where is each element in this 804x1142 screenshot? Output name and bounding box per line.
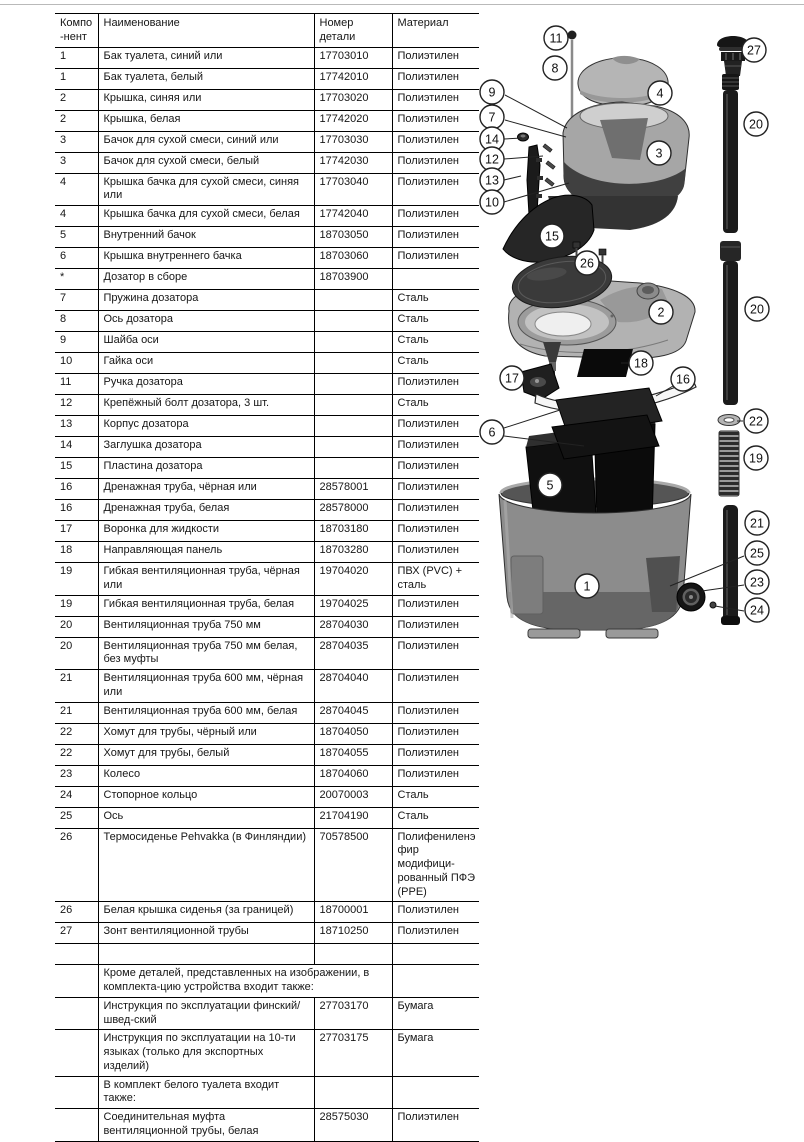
callout-10 bbox=[480, 190, 504, 214]
table-row bbox=[55, 1109, 479, 1142]
callout-3 bbox=[647, 141, 671, 165]
svg-text:24: 24 bbox=[750, 603, 764, 618]
svg-text:22: 22 bbox=[749, 414, 763, 429]
name-cell: Гибкая вентиляционная труба, чёрная или bbox=[98, 563, 314, 596]
name-cell: Инструкция по эксплуатации на 10-ти языках (только для экспортных изделий) bbox=[98, 1030, 314, 1076]
callout-5 bbox=[538, 473, 562, 497]
part-number-cell: 18700001 bbox=[314, 902, 392, 923]
vent-pipe-600-part bbox=[721, 505, 740, 625]
leader-line bbox=[504, 176, 521, 180]
name-cell: Внутренний бачок bbox=[98, 227, 314, 248]
material-cell: Сталь bbox=[392, 807, 479, 828]
component-cell: 20 bbox=[55, 637, 98, 670]
callout-27 bbox=[742, 38, 766, 62]
callout-21 bbox=[745, 511, 769, 535]
name-cell: Вентиляционная труба 750 мм bbox=[98, 616, 314, 637]
name-cell: Ось bbox=[98, 807, 314, 828]
name-cell: Белая крышка сиденья (за границей) bbox=[98, 902, 314, 923]
name-cell: Гибкая вентиляционная труба, белая bbox=[98, 595, 314, 616]
material-cell: Сталь bbox=[392, 311, 479, 332]
name-cell: Кроме деталей, представленных на изображении, в комплекта-цию устройства входит также: bbox=[98, 965, 392, 998]
svg-text:26: 26 bbox=[580, 256, 594, 271]
material-cell: Полиэтилен bbox=[392, 744, 479, 765]
svg-text:2: 2 bbox=[657, 305, 665, 320]
callout-9 bbox=[480, 80, 504, 104]
component-cell: 3 bbox=[55, 131, 98, 152]
part-number-cell: 28704035 bbox=[314, 637, 392, 670]
svg-text:12: 12 bbox=[485, 152, 499, 167]
callout-18 bbox=[629, 351, 653, 375]
component-cell: 7 bbox=[55, 290, 98, 311]
name-cell: Стопорное кольцо bbox=[98, 786, 314, 807]
material-cell: Полиэтилен bbox=[392, 500, 479, 521]
part-number-cell: 18704055 bbox=[314, 744, 392, 765]
table-row bbox=[55, 1076, 479, 1109]
component-cell bbox=[55, 997, 98, 1030]
wheel-part bbox=[677, 583, 716, 611]
material-cell: Полиэтилен bbox=[392, 902, 479, 923]
callout-20 bbox=[745, 297, 769, 321]
callout-15 bbox=[540, 224, 564, 248]
component-cell: 2 bbox=[55, 89, 98, 110]
material-cell: Полиэтилен bbox=[392, 637, 479, 670]
material-cell: Бумага bbox=[392, 997, 479, 1030]
part-number-cell: 28578000 bbox=[314, 500, 392, 521]
part-number-cell: 18704050 bbox=[314, 723, 392, 744]
component-cell: 4 bbox=[55, 173, 98, 206]
callout-17 bbox=[500, 366, 524, 390]
table-row bbox=[55, 965, 479, 998]
material-cell: Полиэтилен bbox=[392, 521, 479, 542]
component-cell: 11 bbox=[55, 374, 98, 395]
callout-19 bbox=[744, 446, 768, 470]
svg-text:3: 3 bbox=[655, 146, 663, 161]
component-cell bbox=[55, 1109, 98, 1142]
part-number-cell: 18703280 bbox=[314, 542, 392, 563]
leader-line bbox=[504, 410, 560, 428]
name-cell: Термосиденье Pehvakka (в Финляндии) bbox=[98, 828, 314, 902]
callout-4 bbox=[648, 81, 672, 105]
material-cell: Сталь bbox=[392, 290, 479, 311]
name-cell: Воронка для жидкости bbox=[98, 521, 314, 542]
name-cell: Зонт вентиляционной трубы bbox=[98, 923, 314, 944]
component-cell: 12 bbox=[55, 395, 98, 416]
component-cell: 6 bbox=[55, 248, 98, 269]
name-cell: Шайба оси bbox=[98, 332, 314, 353]
name-cell: Крышка внутреннего бачка bbox=[98, 248, 314, 269]
component-cell: 8 bbox=[55, 311, 98, 332]
part-number-cell: 70578500 bbox=[314, 828, 392, 902]
part-number-cell: 28704030 bbox=[314, 616, 392, 637]
svg-text:13: 13 bbox=[485, 173, 499, 188]
svg-text:8: 8 bbox=[551, 61, 559, 76]
part-number-cell: 18703900 bbox=[314, 269, 392, 290]
component-cell: 1 bbox=[55, 47, 98, 68]
svg-text:4: 4 bbox=[656, 86, 664, 101]
svg-text:19: 19 bbox=[749, 451, 763, 466]
component-cell: 26 bbox=[55, 828, 98, 902]
material-cell: Бумага bbox=[392, 1030, 479, 1076]
svg-text:7: 7 bbox=[488, 110, 496, 125]
vent-pipe-750-part bbox=[720, 74, 741, 405]
name-cell: Крепёжный болт дозатора, 3 шт. bbox=[98, 395, 314, 416]
svg-text:20: 20 bbox=[750, 302, 764, 317]
svg-text:14: 14 bbox=[485, 132, 499, 147]
name-cell: Пластина дозатора bbox=[98, 458, 314, 479]
material-cell: Полиэтилен bbox=[392, 47, 479, 68]
component-cell: 25 bbox=[55, 807, 98, 828]
part-number-cell: 17742010 bbox=[314, 68, 392, 89]
component-cell: 18 bbox=[55, 542, 98, 563]
table-row bbox=[55, 944, 479, 965]
name-cell: Гайка оси bbox=[98, 353, 314, 374]
component-cell: 5 bbox=[55, 227, 98, 248]
svg-text:10: 10 bbox=[485, 195, 499, 210]
name-cell: Заглушка дозатора bbox=[98, 437, 314, 458]
component-cell: 3 bbox=[55, 152, 98, 173]
material-cell: Полиэтилен bbox=[392, 595, 479, 616]
material-cell: Полиэтилен bbox=[392, 374, 479, 395]
part-number-cell: 19704025 bbox=[314, 595, 392, 616]
name-cell: Бак туалета, белый bbox=[98, 68, 314, 89]
component-cell: 1 bbox=[55, 68, 98, 89]
component-cell: 10 bbox=[55, 353, 98, 374]
name-cell: Вентиляционная труба 750 мм белая, без муфты bbox=[98, 637, 314, 670]
callout-22 bbox=[744, 409, 768, 433]
part-number-cell: 20070003 bbox=[314, 786, 392, 807]
name-cell: Корпус дозатора bbox=[98, 416, 314, 437]
header-material: Материал bbox=[392, 14, 479, 48]
material-cell: Полиэтилен bbox=[392, 89, 479, 110]
svg-text:23: 23 bbox=[750, 575, 764, 590]
table-row bbox=[55, 997, 479, 1030]
name-cell: Вентиляционная труба 600 мм, белая bbox=[98, 702, 314, 723]
part-number-cell: 28704045 bbox=[314, 702, 392, 723]
material-cell: Сталь bbox=[392, 395, 479, 416]
name-cell: Пружина дозатора bbox=[98, 290, 314, 311]
component-cell: 23 bbox=[55, 765, 98, 786]
material-cell bbox=[392, 965, 479, 998]
material-cell: Сталь bbox=[392, 353, 479, 374]
callout-6 bbox=[480, 420, 504, 444]
name-cell: Крышка бачка для сухой смеси, синяя или bbox=[98, 173, 314, 206]
svg-text:18: 18 bbox=[634, 356, 648, 371]
name-cell: Бачок для сухой смеси, белый bbox=[98, 152, 314, 173]
callout-1 bbox=[575, 574, 599, 598]
flexible-pipe-part bbox=[719, 431, 739, 496]
component-cell bbox=[55, 944, 98, 965]
name-cell: Ось дозатора bbox=[98, 311, 314, 332]
material-cell: Полиэтилен bbox=[392, 227, 479, 248]
svg-text:9: 9 bbox=[488, 85, 496, 100]
name-cell: Крышка бачка для сухой смеси, белая bbox=[98, 206, 314, 227]
callout-2 bbox=[649, 300, 673, 324]
name-cell: Дренажная труба, чёрная или bbox=[98, 479, 314, 500]
part-number-cell: 19704020 bbox=[314, 563, 392, 596]
part-number-cell: 17703040 bbox=[314, 173, 392, 206]
component-cell: 20 bbox=[55, 616, 98, 637]
component-cell: 22 bbox=[55, 744, 98, 765]
material-cell bbox=[392, 944, 479, 965]
component-cell: 19 bbox=[55, 563, 98, 596]
name-cell: Хомут для трубы, чёрный или bbox=[98, 723, 314, 744]
component-cell: 4 bbox=[55, 206, 98, 227]
component-cell: 21 bbox=[55, 670, 98, 703]
part-number-cell: 18703180 bbox=[314, 521, 392, 542]
name-cell: Крышка, синяя или bbox=[98, 89, 314, 110]
component-cell: * bbox=[55, 269, 98, 290]
part-number-cell: 17742030 bbox=[314, 152, 392, 173]
svg-text:20: 20 bbox=[749, 117, 763, 132]
pipe-clamp-part bbox=[718, 415, 740, 426]
svg-text:15: 15 bbox=[545, 229, 559, 244]
part-number-cell: 18704060 bbox=[314, 765, 392, 786]
callout-16 bbox=[671, 367, 695, 391]
material-cell: Полифениленэфир модифици-рованный ПФЭ (PPE) bbox=[392, 828, 479, 902]
part-number-cell: 17703010 bbox=[314, 47, 392, 68]
part-number-cell: 17703020 bbox=[314, 89, 392, 110]
callout-20 bbox=[744, 112, 768, 136]
name-cell: Бачок для сухой смеси, синий или bbox=[98, 131, 314, 152]
name-cell: Направляющая панель bbox=[98, 542, 314, 563]
part-number-cell: 28578001 bbox=[314, 479, 392, 500]
material-cell: Полиэтилен bbox=[392, 479, 479, 500]
svg-text:21: 21 bbox=[750, 516, 764, 531]
material-cell: Полиэтилен bbox=[392, 702, 479, 723]
material-cell: Полиэтилен bbox=[392, 723, 479, 744]
material-cell: Полиэтилен bbox=[392, 152, 479, 173]
callout-11 bbox=[544, 26, 568, 50]
component-cell bbox=[55, 1076, 98, 1109]
component-cell: 27 bbox=[55, 923, 98, 944]
component-cell bbox=[55, 965, 98, 998]
material-cell: Полиэтилен bbox=[392, 131, 479, 152]
component-cell bbox=[55, 1030, 98, 1076]
name-cell: Бак туалета, синий или bbox=[98, 47, 314, 68]
material-cell: Полиэтилен bbox=[392, 110, 479, 131]
material-cell: Полиэтилен bbox=[392, 437, 479, 458]
material-cell: Полиэтилен bbox=[392, 670, 479, 703]
name-cell: В комплект белого туалета входит также: bbox=[98, 1076, 314, 1109]
component-cell: 13 bbox=[55, 416, 98, 437]
component-cell: 16 bbox=[55, 500, 98, 521]
part-number-cell: 28575030 bbox=[314, 1109, 392, 1142]
name-cell: Соединительная муфта вентиляционной трубы, белая bbox=[98, 1109, 314, 1142]
name-cell: Хомут для трубы, белый bbox=[98, 744, 314, 765]
component-cell: 19 bbox=[55, 595, 98, 616]
material-cell: Полиэтилен bbox=[392, 542, 479, 563]
component-cell: 16 bbox=[55, 479, 98, 500]
material-cell: Полиэтилен bbox=[392, 616, 479, 637]
svg-text:6: 6 bbox=[488, 425, 496, 440]
name-cell bbox=[98, 944, 314, 965]
header-component: Компо-нент bbox=[55, 14, 98, 48]
svg-text:16: 16 bbox=[676, 372, 690, 387]
component-cell: 26 bbox=[55, 902, 98, 923]
part-number-cell: 27703175 bbox=[314, 1030, 392, 1076]
part-number-cell: 18710250 bbox=[314, 923, 392, 944]
material-cell: Сталь bbox=[392, 786, 479, 807]
svg-text:27: 27 bbox=[747, 43, 761, 58]
part-number-cell: 28704040 bbox=[314, 670, 392, 703]
callout-8 bbox=[543, 56, 567, 80]
name-cell: Инструкция по эксплуатации финский/швед-ский bbox=[98, 997, 314, 1030]
material-cell: Полиэтилен bbox=[392, 173, 479, 206]
material-cell bbox=[392, 1076, 479, 1109]
material-cell: Полиэтилен bbox=[392, 1109, 479, 1142]
svg-text:5: 5 bbox=[546, 478, 554, 493]
component-cell: 17 bbox=[55, 521, 98, 542]
material-cell: Полиэтилен bbox=[392, 765, 479, 786]
name-cell: Ручка дозатора bbox=[98, 374, 314, 395]
material-cell: Полиэтилен bbox=[392, 248, 479, 269]
component-cell: 14 bbox=[55, 437, 98, 458]
callout-26 bbox=[575, 251, 599, 275]
header-name: Наименование bbox=[98, 14, 314, 48]
part-number-cell: 18703060 bbox=[314, 248, 392, 269]
part-number-cell bbox=[314, 1076, 392, 1109]
name-cell: Колесо bbox=[98, 765, 314, 786]
svg-text:25: 25 bbox=[750, 546, 764, 561]
main-tank-part bbox=[499, 494, 691, 638]
inner-container-lid-part bbox=[552, 388, 662, 459]
material-cell: Сталь bbox=[392, 332, 479, 353]
part-number-cell: 17742020 bbox=[314, 110, 392, 131]
name-cell: Вентиляционная труба 600 мм, чёрная или bbox=[98, 670, 314, 703]
component-cell: 22 bbox=[55, 723, 98, 744]
table-row bbox=[55, 1030, 479, 1076]
part-number-cell: 17703030 bbox=[314, 131, 392, 152]
header-part-number: Номер детали bbox=[314, 14, 392, 48]
material-cell: ПВХ (PVC) + сталь bbox=[392, 563, 479, 596]
part-number-cell: 17742040 bbox=[314, 206, 392, 227]
material-cell: Полиэтилен bbox=[392, 68, 479, 89]
name-cell: Дозатор в сборе bbox=[98, 269, 314, 290]
callout-24 bbox=[745, 598, 769, 622]
material-cell: Полиэтилен bbox=[392, 458, 479, 479]
component-cell: 9 bbox=[55, 332, 98, 353]
part-number-cell: 18703050 bbox=[314, 227, 392, 248]
callout-13 bbox=[480, 168, 504, 192]
component-cell: 21 bbox=[55, 702, 98, 723]
svg-text:17: 17 bbox=[505, 371, 519, 386]
component-cell: 2 bbox=[55, 110, 98, 131]
callout-23 bbox=[745, 570, 769, 594]
part-number-cell: 27703170 bbox=[314, 997, 392, 1030]
callout-25 bbox=[745, 541, 769, 565]
material-cell: Полиэтилен bbox=[392, 416, 479, 437]
material-cell: Полиэтилен bbox=[392, 923, 479, 944]
part-number-cell: 21704190 bbox=[314, 807, 392, 828]
callout-7 bbox=[480, 105, 504, 129]
name-cell: Крышка, белая bbox=[98, 110, 314, 131]
part-number-cell bbox=[314, 944, 392, 965]
svg-text:1: 1 bbox=[583, 579, 591, 594]
component-cell: 15 bbox=[55, 458, 98, 479]
name-cell: Дренажная труба, белая bbox=[98, 500, 314, 521]
svg-text:11: 11 bbox=[549, 31, 563, 46]
component-cell: 24 bbox=[55, 786, 98, 807]
material-cell: Полиэтилен bbox=[392, 206, 479, 227]
